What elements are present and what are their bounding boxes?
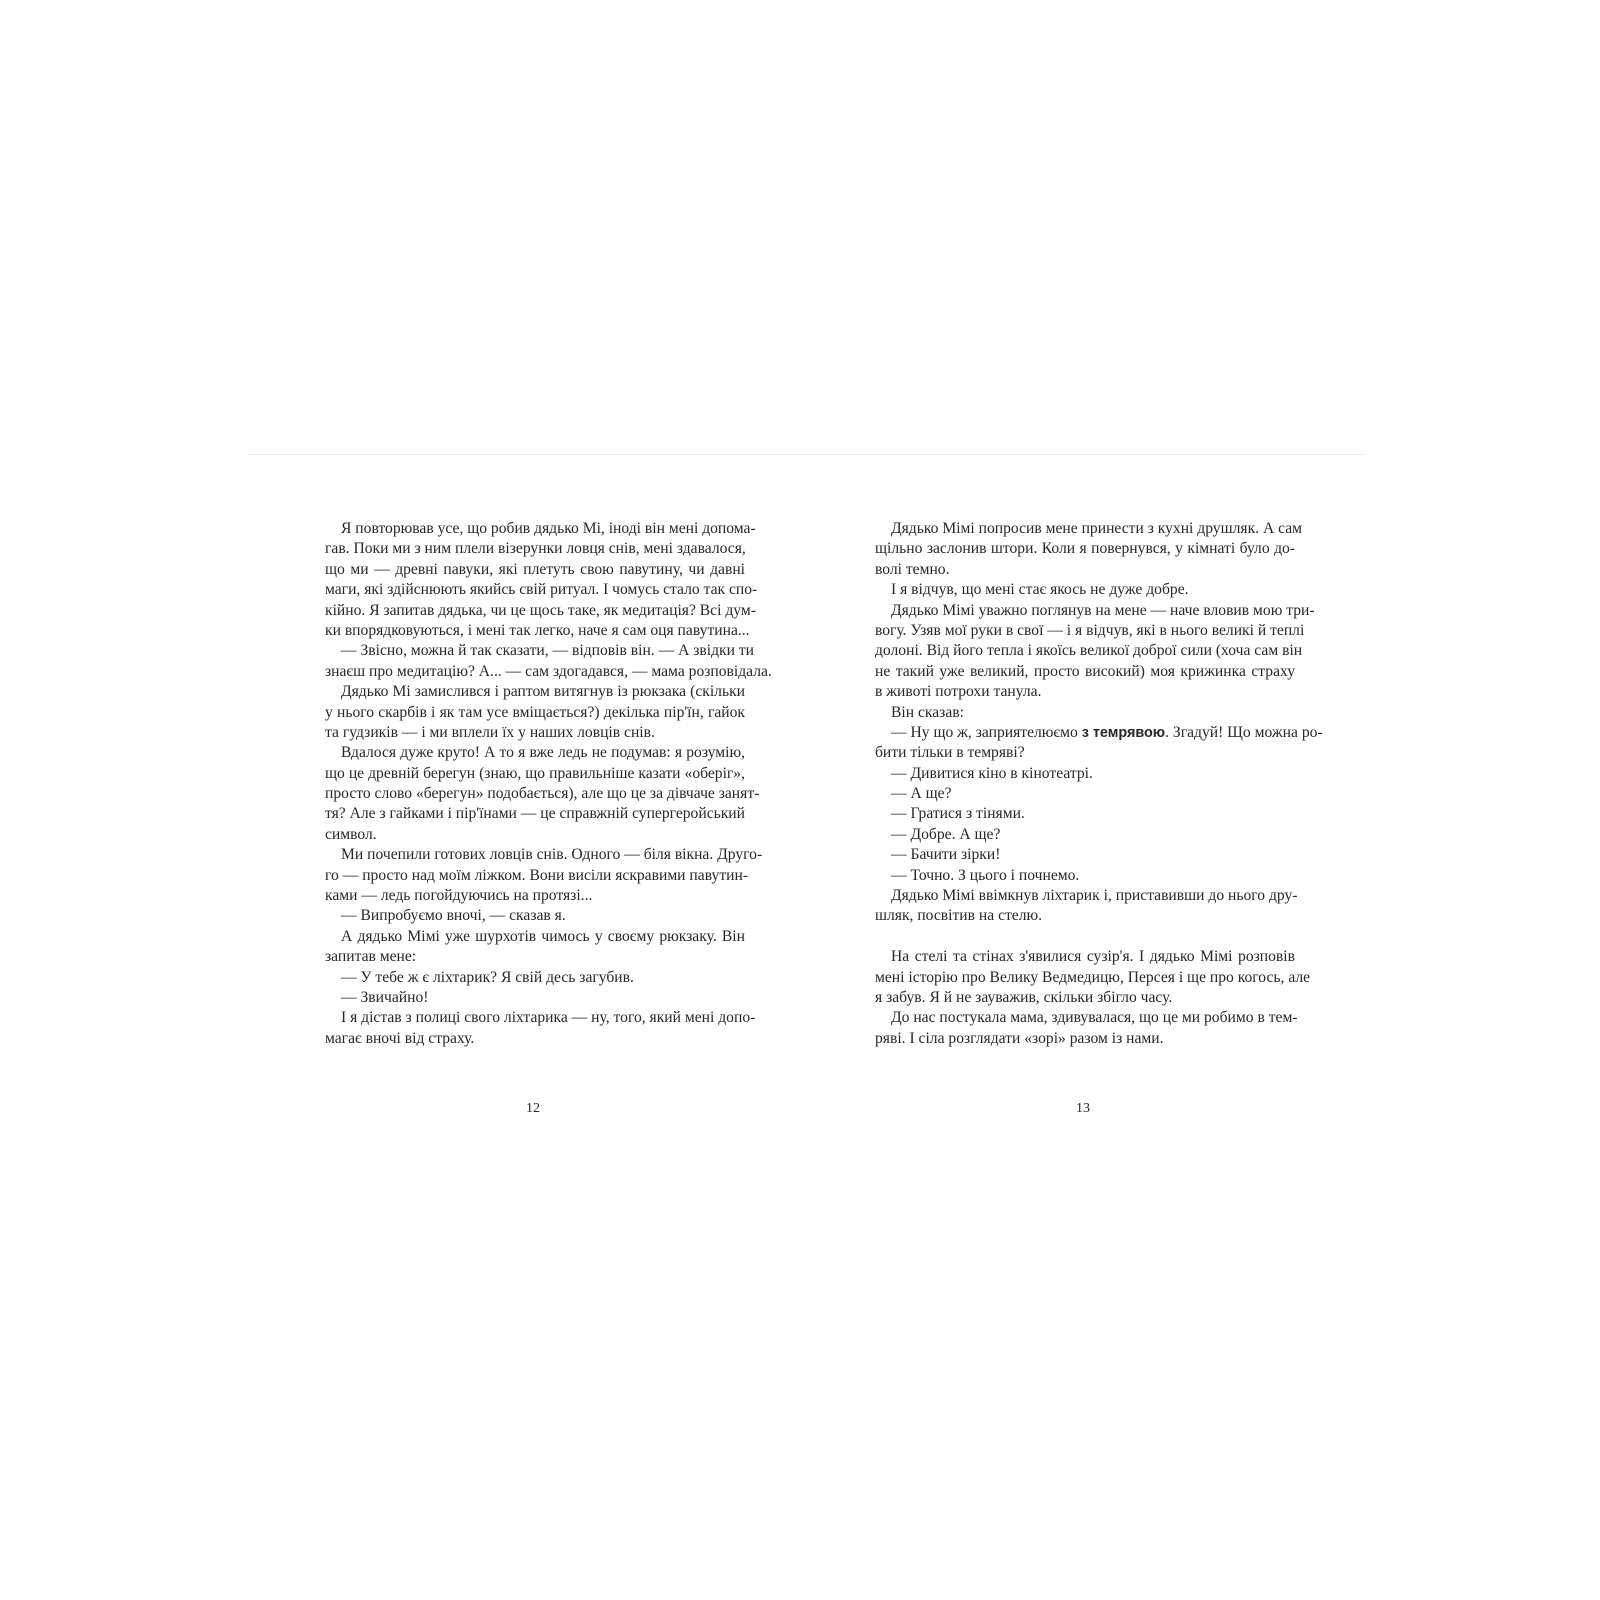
bold-phrase: з темрявою [1081, 724, 1166, 741]
text-line: Дядько Мі замислився і раптом витягнув із рюкзака (скільки [341, 683, 745, 701]
text-line: волі темно. [875, 560, 950, 578]
text-line: долоні. Від його тепла і якоїсь великої доброї сили (хоча сам він [875, 642, 1303, 660]
text-line: Я повторював усе, що робив дядько Мі, іноді він мені допома- [341, 520, 756, 537]
right-page-text [875, 519, 1323, 1049]
text-line: — А ще? [891, 785, 952, 803]
text-line: Дядько Мімі попросив мене принести з кухні друшляк. А сам [891, 520, 1303, 537]
text-line [875, 927, 1295, 947]
left-page-text [325, 519, 772, 1049]
text-line: знаєш про медитацію? А... — сам здогадався, — мама розповідала. [325, 662, 772, 680]
text-segment: . Згадуй! Що можна ро- [1165, 723, 1323, 741]
text-line: просто слово «берегун» подобається), але що це за дівчаче занят- [325, 785, 760, 803]
text-line: І я дістав з полиці свого ліхтарика — ну, того, який мені допо- [341, 1009, 756, 1027]
text-line: маги, які здійснюють якийсь свій ритуал. І чомусь стало так спо- [325, 581, 758, 599]
text-line: я забув. Я й не зауважив, скільки збігло часу. [875, 988, 1173, 1006]
text-line: Вдалося дуже круто! А то я вже ледь не подумав: я розумію, [341, 744, 745, 762]
text-line: До нас постукала мама, здивувалася, що це ми робимо в тем- [891, 1009, 1298, 1027]
text-line: — Точно. З цього і почнемо. [891, 866, 1080, 884]
text-line: Ми почепили готових ловців снів. Одного — біля вікна. Друго- [341, 846, 763, 864]
text-line: — Звісно, можна й так сказати, — відповів він. — А звідки ти [341, 642, 755, 660]
text-line: — Гратися з тінями. [891, 805, 1025, 823]
text-line: у нього скарбів і як там усе вміщається?) декілька пір'їн, гайок [325, 703, 745, 721]
text-line: — Бачити зірки! [891, 846, 1001, 864]
text-line: бити тільки в темряві? [875, 744, 1025, 762]
text-line: Він сказав: [891, 703, 964, 721]
text-line: ряві. І сіла розглядати «зорі» разом із нами. [875, 1029, 1164, 1047]
text-line: го — просто над моїм ліжком. Вони висіли яскравими павутин- [325, 866, 749, 884]
text-line: що це древній берегун (знаю, що правильніше казати «оберіг», [325, 764, 745, 782]
text-line: На стелі та стінах з'явилися сузір'я. І дядько Мімі розповів [891, 948, 1295, 966]
text-line: І я відчув, що мені стає якось не дуже добре. [891, 581, 1189, 599]
text-line: магає вночі від страху. [325, 1029, 475, 1047]
page-number-right: 13 [1076, 1101, 1090, 1116]
text-line: гав. Поки ми з ним плели візерунки ловця снів, мені здавалося, [325, 540, 746, 558]
text-line: запитав мене: [325, 948, 417, 966]
text-line: — У тебе ж є ліхтарик? Я свій десь загубив. [341, 968, 634, 986]
spread-divider-line [248, 454, 1364, 455]
text-line: ки впорядковуються, і мені так легко, наче я сам оця павутина... [325, 621, 750, 639]
text-line: кійно. Я запитав дядька, чи це щось таке, як медитація? Всі дум- [325, 601, 756, 619]
text-line: не такий уже великий, просто високий) моя крижинка страху [875, 662, 1295, 680]
text-line: — Випробуємо вночі, — сказав я. [341, 907, 566, 925]
page-number-left: 12 [526, 1101, 540, 1116]
text-line: Дядько Мімі ввімкнув ліхтарик і, приставивши до нього дру- [891, 887, 1298, 905]
text-line: в животі потрохи танула. [875, 683, 1042, 701]
text-line: — Дивитися кіно в кінотеатрі. [891, 764, 1093, 782]
text-line: символ. [325, 825, 377, 843]
text-line: А дядько Мімі уже шурхотів чимось у своєму рюкзаку. Він [341, 927, 745, 945]
text-line: мені історію про Велику Ведмедицю, Персея і ще про когось, але [875, 968, 1311, 986]
text-segment: — Ну що ж, заприятелюємо [891, 723, 1082, 741]
text-line [875, 723, 1323, 743]
text-line: вогу. Узяв мої руки в свої — і я відчув, які в нього великі й теплі [875, 621, 1305, 639]
text-line: Дядько Мімі уважно поглянув на мене — наче вловив мою три- [891, 601, 1315, 619]
text-line: та гудзиків — і ми вплели їх у наших ловців снів. [325, 723, 655, 741]
text-line: шляк, посвітив на стелю. [875, 907, 1043, 925]
text-line: тя? Але з гайками і пір'їнами — це справжній супергеройський [325, 805, 745, 823]
text-line: щільно заслонив штори. Коли я повернувся, у кімнаті було до- [875, 540, 1295, 558]
text-line: — Добре. А ще? [891, 825, 1001, 843]
text-line: — Звичайно! [341, 988, 429, 1006]
text-line: що ми — древні павуки, які плетуть свою павутину, чи давні [325, 560, 745, 578]
text-line: ками — ледь погойдуючись на протязі... [325, 887, 593, 905]
